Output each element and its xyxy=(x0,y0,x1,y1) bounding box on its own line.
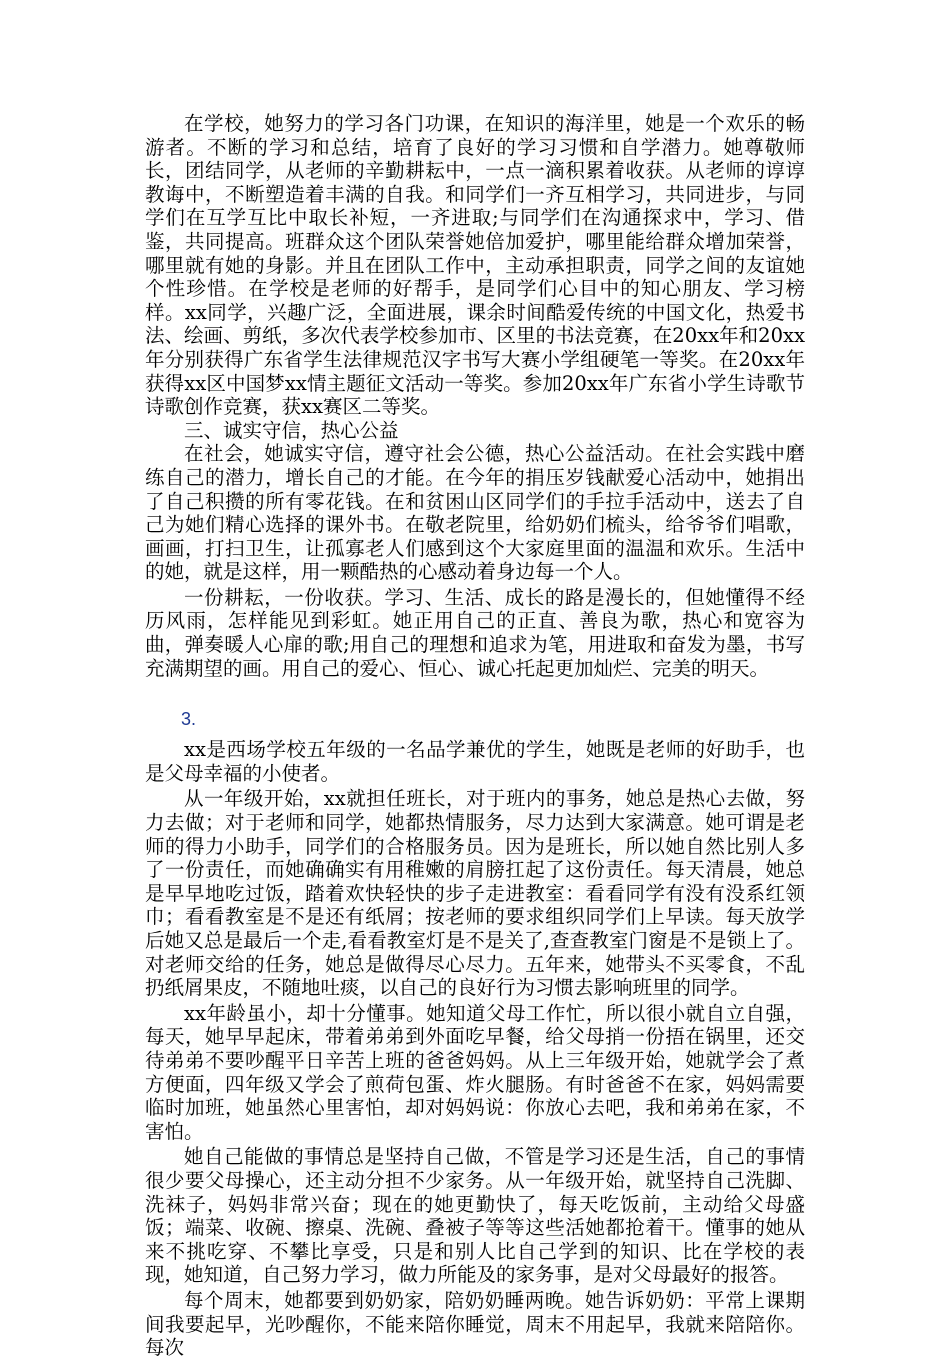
paragraph-school-study: 在学校，她努力的学习各门功课，在知识的海洋里，她是一个欢乐的畅游者。不断的学习和总结，培育了良好的学习习惯和自学潜力。她尊敬师长，团结同学，从老师的辛勤耕耘中，一点一滴积累着收获。从老师的谆谆教诲中，不断塑造着丰满的自我。和同学们一齐互相学习，共同进步，与同学们在互学互比中取长补短，一齐进取;与同学们在沟通探求中，学习、借鉴，共同提高。班群众这个团队荣誉她倍加爱护，哪里能给群众增加荣誉，哪里就有她的身影。并且在团队工作中，主动承担职责，同学之间的友谊她个性珍惜。在学校是老师的好帮手，是同学们心目中的知心朋友、学习榜样。xx同学，兴趣广泛，全面进展，课余时间酷爱传统的中国文化，热爱书法、绘画、剪纸，多次代表学校参加市、区里的书法竞赛，在20xx年和20xx年分别获得广东省学生法律规范汉字书写大赛小学组硬笔一等奖。在20xx年获得xx区中国梦xx情主题征文活动一等奖。参加20xx年广东省小学生诗歌节诗歌创作竞赛，获xx赛区二等奖。 xyxy=(145,112,805,419)
paragraph-intro: xx是西场学校五年级的一名品学兼优的学生，她既是老师的好助手，也是父母幸福的小使者。 xyxy=(145,738,805,785)
section-number: 3. xyxy=(181,709,197,730)
paragraph-society: 在社会，她诚实守信，遵守社会公德，热心公益活动。在社会实践中磨练自己的潜力，增长自己的才能。在今年的捐压岁钱献爱心活动中，她捐出了自己积攒的所有零花钱。在和贫困山区同学们的手拉手活动中，送去了自己为她们精心选择的课外书。在敬老院里，给奶奶们梳头，给爷爷们唱歌，画画，打扫卫生，让孤寡老人们感到这个大家庭里面的温温和欢乐。生活中的她，就是这样，用一颗酷热的心感动着身边每一个人。 xyxy=(145,442,805,584)
paragraph-harvest: 一份耕耘，一份收获。学习、生活、成长的路是漫长的，但她懂得不经历风雨，怎样能见到彩虹。她正用自己的正直、善良为歌，热心和宽容为曲，弹奏暖人心扉的歌;用自己的理想和追求为笔，用进取和奋发为墨，书写充满期望的画。用自己的爱心、恒心、诚心托起更加灿烂、完美的明天。 xyxy=(145,585,805,680)
section-heading-honesty: 三、诚实守信，热心公益 xyxy=(184,418,399,442)
document-page xyxy=(145,112,805,1360)
paragraph-weekend: 每个周末，她都要到奶奶家，陪奶奶睡两晚。她告诉奶奶：平常上课期间我要起早，光吵醒你，不能来陪你睡觉，周末不用起早，我就来陪陪你。每次 xyxy=(145,1288,805,1360)
paragraph-class-monitor: 从一年级开始，xx就担任班长，对于班内的事务，她总是热心去做，努力去做；对于老师和同学，她都热情服务，尽力达到大家满意。她可谓是老师的得力小助手，同学们的合格服务员。因为是班长，所以她自然比别人多了一份责任，而她确确实有用稚嫩的肩膀扛起了这份责任。每天清晨，她总是早早地吃过饭，踏着欢快轻快的步子走进教室：看看同学有没有没系红领巾；看看教室是不是还有纸屑；按老师的要求组织同学们上早读。每天放学后她又总是最后一个走,看看教室灯是不是关了,查查教室门窗是不是锁上了。对老师交给的任务，她总是做得尽心尽力。五年来，她带头不买零食，不乱扔纸屑果皮，不随地吐痰，以自己的良好行为习惯去影响班里的同学。 xyxy=(145,787,805,1000)
paragraph-independence: xx年龄虽小，却十分懂事。她知道父母工作忙，所以很小就自立自强，每天，她早早起床，带着弟弟到外面吃早餐，给父母捎一份捂在锅里，还交待弟弟不要吵醒平日辛苦上班的爸爸妈妈。从上三年级开始，她就学会了煮方便面，四年级又学会了煎荷包蛋、炸火腿肠。有时爸爸不在家，妈妈需要临时加班，她虽然心里害怕，却对妈妈说：你放心去吧，我和弟弟在家，不害怕。 xyxy=(145,1001,805,1143)
paragraph-housework: 她自己能做的事情总是坚持自己做，不管是学习还是生活，自己的事情很少要父母操心，还主动分担不少家务。从一年级开始，就坚持自己洗脚、洗袜子，妈妈非常兴奋；现在的她更勤快了，每天吃饭前，主动给父母盛饭；端菜、收碗、擦桌、洗碗、叠被子等等这些活她都抢着干。懂事的她从来不挑吃穿、不攀比享受，只是和别人比自己学到的知识、比在学校的表现，她知道，自己努力学习，做力所能及的家务事，是对父母最好的报答。 xyxy=(145,1145,805,1287)
